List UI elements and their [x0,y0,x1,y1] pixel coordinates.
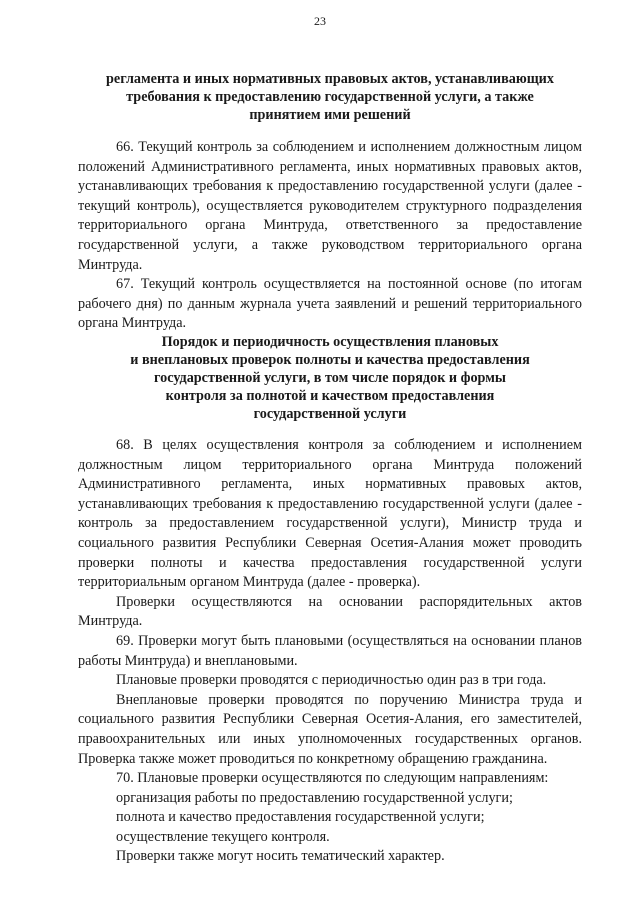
paragraph: осуществление текущего контроля. [116,828,330,845]
paragraph: 69. Проверки могут быть плановыми (осуществляться на основании планов работы Минтруда) и внеплановыми. [78,632,582,669]
paragraph: Проверки осуществляются на основании распорядительных актов Минтруда. [78,593,582,630]
heading-line: регламента и иных нормативных правовых актов, устанавливающих [106,71,554,87]
heading-line: требования к предоставлению государственной услуги, а также [126,89,534,105]
heading-line: контроля за полнотой и качеством предоставления [165,388,495,404]
heading-line: государственной услуги [253,406,407,422]
heading-line: и внеплановых проверок полноты и качества предоставления [130,352,530,368]
paragraph: 68. В целях осуществления контроля за соблюдением и исполнением должностным лицом территориального органа Минтруда положений Административного регламента, иных нормативных правовых актов, устанавливающих требования к предоставлению государственной услуги (далее - контроль за предоставлением государственной услуги), Министр труда и социального развития Республики Северная Осетия-Алания может проводить проверки полноты и качества предоставления государственной услуги территориальным органом Минтруда (далее - проверка). [78,437,582,591]
section-body-1 [78,138,582,334]
page-number: 23 [314,14,326,28]
paragraph: Внеплановые проверки проводятся по поручению Министра труда и социального развития Республики Северная Осетия-Алания, его заместителей, правоохранительных или иных уполномоченных государственных органов. Проверка также может проводиться по конкретному обращению гражданина. [78,691,582,767]
heading-line: государственной услуги, в том числе порядок и формы [154,370,506,386]
heading-line: Порядок и периодичность осуществления плановых [161,334,499,350]
paragraph: 70. Плановые проверки осуществляются по следующим направлениям: [116,770,549,787]
paragraph: Плановые проверки проводятся с периодичностью один раз в три года. [116,672,547,689]
heading-line: принятием ими решений [249,107,411,123]
section-heading-2 [78,333,582,423]
section-body-2 [78,436,582,867]
paragraph: 67. Текущий контроль осуществляется на постоянной основе (по итогам рабочего дня) по данным журнала учета заявлений и решений территориального органа Минтруда. [78,276,582,332]
paragraph: полнота и качество предоставления государственной услуги; [116,809,485,826]
section-heading-1 [78,70,582,124]
paragraph: 66. Текущий контроль за соблюдением и исполнением должностным лицом положений Административного регламента, иных нормативных правовых актов, устанавливающих требования к предоставлению государственной услуги (далее - текущий контроль), осуществляется руководителем структурного подразделения территориального органа Минтруда, ответственного за предоставление государственной услуги, а также руководством территориального органа Минтруда. [78,139,582,273]
paragraph: организация работы по предоставлению государственной услуги; [116,789,513,806]
paragraph: Проверки также могут носить тематический характер. [116,848,445,865]
